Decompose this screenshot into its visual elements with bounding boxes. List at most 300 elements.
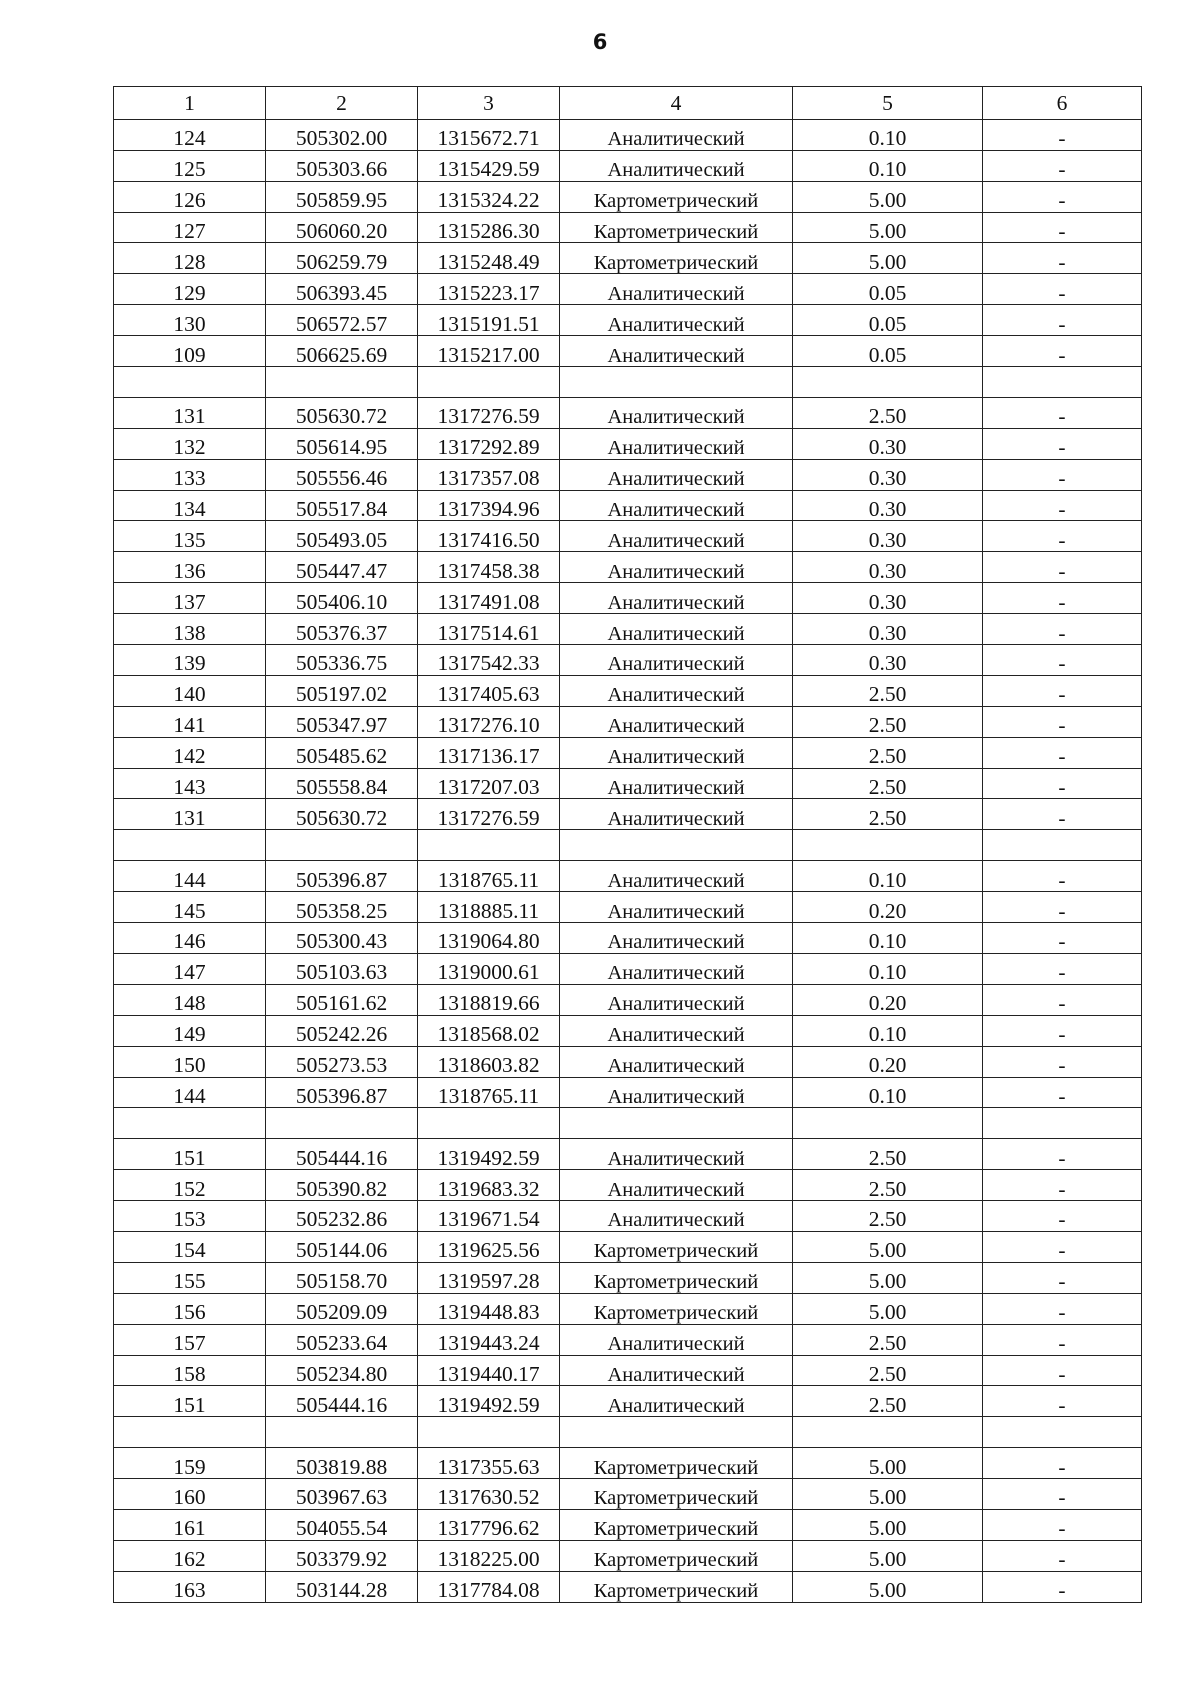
cell-method: Аналитический	[560, 923, 793, 954]
cell-method: Картометрический	[560, 1293, 793, 1324]
cell-note: -	[983, 614, 1142, 645]
cell-x-coordinate: 505859.95	[266, 181, 418, 212]
cell-note: -	[983, 1386, 1142, 1417]
cell-point-number: 126	[114, 181, 266, 212]
cell-x-coordinate: 505376.37	[266, 614, 418, 645]
cell-x-coordinate: 505161.62	[266, 984, 418, 1015]
cell-x-coordinate: 505558.84	[266, 768, 418, 799]
cell-y-coordinate: 1318225.00	[418, 1540, 560, 1571]
cell-y-coordinate: 1317416.50	[418, 521, 560, 552]
cell-note	[983, 830, 1142, 861]
cell-accuracy: 2.50	[793, 768, 983, 799]
cell-point-number: 152	[114, 1170, 266, 1201]
cell-note: -	[983, 336, 1142, 367]
cell-method: Аналитический	[560, 1015, 793, 1046]
cell-x-coordinate: 505273.53	[266, 1046, 418, 1077]
table-row	[114, 1479, 1142, 1510]
cell-x-coordinate: 505303.66	[266, 150, 418, 181]
cell-accuracy: 2.50	[793, 1386, 983, 1417]
cell-method: Аналитический	[560, 1170, 793, 1201]
cell-point-number: 131	[114, 397, 266, 428]
cell-method: Аналитический	[560, 305, 793, 336]
table-row	[114, 428, 1142, 459]
cell-accuracy: 0.10	[793, 119, 983, 150]
cell-x-coordinate: 505358.25	[266, 892, 418, 923]
cell-accuracy: 5.00	[793, 243, 983, 274]
cell-method: Аналитический	[560, 892, 793, 923]
cell-note: -	[983, 1324, 1142, 1355]
cell-accuracy	[793, 367, 983, 398]
cell-note: -	[983, 953, 1142, 984]
table-row	[114, 1139, 1142, 1170]
cell-accuracy: 2.50	[793, 397, 983, 428]
table-row	[114, 243, 1142, 274]
table-separator-row	[114, 1417, 1142, 1448]
cell-note: -	[983, 119, 1142, 150]
cell-method: Картометрический	[560, 243, 793, 274]
cell-y-coordinate: 1318885.11	[418, 892, 560, 923]
cell-y-coordinate	[418, 830, 560, 861]
cell-x-coordinate: 506572.57	[266, 305, 418, 336]
cell-note: -	[983, 1046, 1142, 1077]
cell-accuracy: 0.10	[793, 1077, 983, 1108]
cell-point-number: 131	[114, 799, 266, 830]
cell-x-coordinate: 505300.43	[266, 923, 418, 954]
table-row	[114, 614, 1142, 645]
cell-note: -	[983, 1540, 1142, 1571]
cell-accuracy: 2.50	[793, 1139, 983, 1170]
cell-point-number: 128	[114, 243, 266, 274]
table-row	[114, 490, 1142, 521]
cell-accuracy: 5.00	[793, 1479, 983, 1510]
cell-method: Аналитический	[560, 583, 793, 614]
cell-accuracy: 2.50	[793, 706, 983, 737]
cell-note: -	[983, 1077, 1142, 1108]
cell-accuracy: 5.00	[793, 1262, 983, 1293]
cell-accuracy	[793, 1108, 983, 1139]
cell-note	[983, 367, 1142, 398]
cell-x-coordinate: 505493.05	[266, 521, 418, 552]
table-row	[114, 1077, 1142, 1108]
table-row	[114, 645, 1142, 676]
cell-note: -	[983, 923, 1142, 954]
cell-note: -	[983, 706, 1142, 737]
cell-note: -	[983, 1571, 1142, 1602]
cell-accuracy: 5.00	[793, 212, 983, 243]
cell-y-coordinate: 1317542.33	[418, 645, 560, 676]
cell-note: -	[983, 1448, 1142, 1479]
cell-point-number: 147	[114, 953, 266, 984]
cell-note: -	[983, 1262, 1142, 1293]
cell-x-coordinate: 505517.84	[266, 490, 418, 521]
cell-method: Аналитический	[560, 1139, 793, 1170]
cell-accuracy: 2.50	[793, 1170, 983, 1201]
cell-x-coordinate: 505556.46	[266, 459, 418, 490]
cell-accuracy: 0.10	[793, 861, 983, 892]
cell-y-coordinate	[418, 1417, 560, 1448]
table-row	[114, 1509, 1142, 1540]
cell-method: Аналитический	[560, 675, 793, 706]
cell-point-number: 150	[114, 1046, 266, 1077]
cell-point-number	[114, 1108, 266, 1139]
table-row	[114, 984, 1142, 1015]
cell-accuracy: 0.20	[793, 892, 983, 923]
table-body	[114, 119, 1142, 1602]
cell-x-coordinate: 506259.79	[266, 243, 418, 274]
cell-accuracy: 5.00	[793, 1448, 983, 1479]
cell-x-coordinate: 505233.64	[266, 1324, 418, 1355]
column-header-2: 2	[266, 87, 418, 120]
cell-note: -	[983, 1231, 1142, 1262]
cell-accuracy: 0.30	[793, 490, 983, 521]
cell-note: -	[983, 490, 1142, 521]
cell-x-coordinate: 505614.95	[266, 428, 418, 459]
cell-y-coordinate: 1317292.89	[418, 428, 560, 459]
cell-accuracy: 5.00	[793, 181, 983, 212]
cell-x-coordinate: 505396.87	[266, 1077, 418, 1108]
cell-x-coordinate	[266, 830, 418, 861]
table-row	[114, 1355, 1142, 1386]
cell-point-number: 133	[114, 459, 266, 490]
cell-accuracy: 2.50	[793, 1201, 983, 1232]
cell-point-number: 142	[114, 737, 266, 768]
cell-y-coordinate: 1318603.82	[418, 1046, 560, 1077]
cell-method: Картометрический	[560, 212, 793, 243]
cell-point-number: 161	[114, 1509, 266, 1540]
cell-y-coordinate: 1315223.17	[418, 274, 560, 305]
cell-method: Аналитический	[560, 521, 793, 552]
table-row	[114, 1262, 1142, 1293]
column-header-3: 3	[418, 87, 560, 120]
cell-method: Аналитический	[560, 706, 793, 737]
cell-method	[560, 367, 793, 398]
cell-accuracy: 0.30	[793, 521, 983, 552]
cell-point-number: 144	[114, 861, 266, 892]
cell-x-coordinate: 505232.86	[266, 1201, 418, 1232]
cell-y-coordinate: 1317394.96	[418, 490, 560, 521]
cell-point-number	[114, 830, 266, 861]
cell-x-coordinate: 505347.97	[266, 706, 418, 737]
cell-method: Аналитический	[560, 1201, 793, 1232]
cell-y-coordinate: 1317491.08	[418, 583, 560, 614]
cell-y-coordinate: 1317357.08	[418, 459, 560, 490]
table-row	[114, 1231, 1142, 1262]
cell-y-coordinate: 1317136.17	[418, 737, 560, 768]
cell-y-coordinate: 1317207.03	[418, 768, 560, 799]
cell-x-coordinate: 505444.16	[266, 1139, 418, 1170]
cell-note: -	[983, 428, 1142, 459]
column-header-5: 5	[793, 87, 983, 120]
cell-y-coordinate: 1317276.59	[418, 397, 560, 428]
cell-x-coordinate: 506060.20	[266, 212, 418, 243]
cell-x-coordinate: 505302.00	[266, 119, 418, 150]
cell-note: -	[983, 521, 1142, 552]
cell-x-coordinate: 505447.47	[266, 552, 418, 583]
cell-point-number: 138	[114, 614, 266, 645]
cell-method: Аналитический	[560, 1386, 793, 1417]
cell-x-coordinate: 503144.28	[266, 1571, 418, 1602]
cell-note: -	[983, 1479, 1142, 1510]
cell-accuracy: 0.05	[793, 336, 983, 367]
table-row	[114, 1324, 1142, 1355]
cell-method: Аналитический	[560, 614, 793, 645]
cell-method	[560, 830, 793, 861]
table-row	[114, 1386, 1142, 1417]
table-row	[114, 459, 1142, 490]
cell-note: -	[983, 181, 1142, 212]
cell-x-coordinate: 503819.88	[266, 1448, 418, 1479]
cell-point-number: 156	[114, 1293, 266, 1324]
cell-method: Аналитический	[560, 336, 793, 367]
cell-accuracy: 0.30	[793, 428, 983, 459]
cell-note: -	[983, 1293, 1142, 1324]
cell-method: Картометрический	[560, 1231, 793, 1262]
cell-method: Аналитический	[560, 861, 793, 892]
cell-point-number: 129	[114, 274, 266, 305]
cell-note: -	[983, 984, 1142, 1015]
header-row	[114, 87, 1142, 120]
coordinates-table	[113, 86, 1142, 1603]
table-row	[114, 1201, 1142, 1232]
cell-x-coordinate: 505234.80	[266, 1355, 418, 1386]
table-header	[114, 87, 1142, 120]
cell-y-coordinate: 1317458.38	[418, 552, 560, 583]
cell-y-coordinate: 1317276.10	[418, 706, 560, 737]
cell-accuracy: 5.00	[793, 1571, 983, 1602]
cell-y-coordinate: 1319443.24	[418, 1324, 560, 1355]
cell-point-number: 130	[114, 305, 266, 336]
table-row	[114, 861, 1142, 892]
cell-x-coordinate: 506625.69	[266, 336, 418, 367]
cell-point-number: 157	[114, 1324, 266, 1355]
cell-accuracy	[793, 830, 983, 861]
cell-y-coordinate: 1319597.28	[418, 1262, 560, 1293]
cell-point-number: 136	[114, 552, 266, 583]
cell-method: Аналитический	[560, 1077, 793, 1108]
cell-note: -	[983, 768, 1142, 799]
cell-point-number: 158	[114, 1355, 266, 1386]
cell-accuracy: 2.50	[793, 737, 983, 768]
cell-point-number: 145	[114, 892, 266, 923]
cell-method: Аналитический	[560, 274, 793, 305]
cell-accuracy: 5.00	[793, 1231, 983, 1262]
table-row	[114, 397, 1142, 428]
cell-accuracy: 0.05	[793, 305, 983, 336]
cell-y-coordinate: 1317630.52	[418, 1479, 560, 1510]
cell-note: -	[983, 1015, 1142, 1046]
cell-point-number	[114, 1417, 266, 1448]
cell-point-number: 139	[114, 645, 266, 676]
cell-accuracy: 0.20	[793, 1046, 983, 1077]
cell-y-coordinate: 1318568.02	[418, 1015, 560, 1046]
cell-x-coordinate: 505209.09	[266, 1293, 418, 1324]
cell-x-coordinate: 505242.26	[266, 1015, 418, 1046]
cell-accuracy: 2.50	[793, 1355, 983, 1386]
cell-x-coordinate: 504055.54	[266, 1509, 418, 1540]
cell-point-number: 125	[114, 150, 266, 181]
cell-point-number: 149	[114, 1015, 266, 1046]
cell-point-number	[114, 367, 266, 398]
cell-method: Аналитический	[560, 953, 793, 984]
cell-point-number: 151	[114, 1139, 266, 1170]
cell-point-number: 124	[114, 119, 266, 150]
cell-method: Аналитический	[560, 490, 793, 521]
cell-method: Картометрический	[560, 1448, 793, 1479]
cell-y-coordinate: 1319683.32	[418, 1170, 560, 1201]
cell-x-coordinate: 505630.72	[266, 397, 418, 428]
cell-accuracy: 0.30	[793, 583, 983, 614]
cell-y-coordinate: 1315191.51	[418, 305, 560, 336]
cell-point-number: 148	[114, 984, 266, 1015]
table-row	[114, 1015, 1142, 1046]
cell-accuracy: 5.00	[793, 1293, 983, 1324]
cell-x-coordinate: 505158.70	[266, 1262, 418, 1293]
cell-method: Аналитический	[560, 645, 793, 676]
column-header-1: 1	[114, 87, 266, 120]
page-number: 6	[592, 30, 608, 54]
cell-y-coordinate: 1318819.66	[418, 984, 560, 1015]
cell-note: -	[983, 459, 1142, 490]
cell-method	[560, 1108, 793, 1139]
cell-note: -	[983, 645, 1142, 676]
cell-point-number: 132	[114, 428, 266, 459]
cell-y-coordinate: 1319492.59	[418, 1139, 560, 1170]
cell-point-number: 127	[114, 212, 266, 243]
cell-accuracy: 0.10	[793, 1015, 983, 1046]
table-separator-row	[114, 830, 1142, 861]
table-separator-row	[114, 367, 1142, 398]
cell-y-coordinate: 1315324.22	[418, 181, 560, 212]
cell-note: -	[983, 1170, 1142, 1201]
cell-x-coordinate: 505630.72	[266, 799, 418, 830]
cell-accuracy: 0.30	[793, 645, 983, 676]
cell-method: Картометрический	[560, 1571, 793, 1602]
cell-y-coordinate: 1315248.49	[418, 243, 560, 274]
cell-note: -	[983, 861, 1142, 892]
cell-y-coordinate: 1318765.11	[418, 861, 560, 892]
cell-x-coordinate: 505197.02	[266, 675, 418, 706]
cell-accuracy: 0.10	[793, 150, 983, 181]
cell-accuracy: 0.30	[793, 459, 983, 490]
cell-point-number: 144	[114, 1077, 266, 1108]
cell-note: -	[983, 799, 1142, 830]
cell-note: -	[983, 1201, 1142, 1232]
cell-accuracy: 0.20	[793, 984, 983, 1015]
cell-point-number: 151	[114, 1386, 266, 1417]
table-row	[114, 181, 1142, 212]
cell-x-coordinate	[266, 1417, 418, 1448]
cell-accuracy: 0.10	[793, 923, 983, 954]
table-row	[114, 336, 1142, 367]
table-row	[114, 1448, 1142, 1479]
cell-note: -	[983, 274, 1142, 305]
cell-y-coordinate: 1317355.63	[418, 1448, 560, 1479]
cell-accuracy: 2.50	[793, 675, 983, 706]
table-row	[114, 552, 1142, 583]
table-row	[114, 1540, 1142, 1571]
cell-y-coordinate: 1315286.30	[418, 212, 560, 243]
cell-y-coordinate: 1319671.54	[418, 1201, 560, 1232]
table-row	[114, 1571, 1142, 1602]
cell-point-number: 155	[114, 1262, 266, 1293]
cell-x-coordinate: 505406.10	[266, 583, 418, 614]
cell-method: Картометрический	[560, 1479, 793, 1510]
cell-y-coordinate: 1317784.08	[418, 1571, 560, 1602]
cell-note: -	[983, 243, 1142, 274]
cell-x-coordinate: 503967.63	[266, 1479, 418, 1510]
cell-x-coordinate: 505396.87	[266, 861, 418, 892]
cell-method: Аналитический	[560, 150, 793, 181]
cell-method: Аналитический	[560, 397, 793, 428]
table-row	[114, 521, 1142, 552]
cell-y-coordinate: 1319492.59	[418, 1386, 560, 1417]
table-row	[114, 1046, 1142, 1077]
cell-y-coordinate: 1317514.61	[418, 614, 560, 645]
cell-y-coordinate: 1317405.63	[418, 675, 560, 706]
cell-method: Аналитический	[560, 768, 793, 799]
cell-point-number: 141	[114, 706, 266, 737]
cell-accuracy	[793, 1417, 983, 1448]
table-row	[114, 150, 1142, 181]
cell-y-coordinate	[418, 1108, 560, 1139]
cell-accuracy: 2.50	[793, 799, 983, 830]
cell-method: Аналитический	[560, 1355, 793, 1386]
cell-method: Аналитический	[560, 737, 793, 768]
cell-method: Аналитический	[560, 1324, 793, 1355]
cell-note: -	[983, 675, 1142, 706]
cell-accuracy: 5.00	[793, 1509, 983, 1540]
cell-note: -	[983, 1355, 1142, 1386]
table-row	[114, 1293, 1142, 1324]
cell-point-number: 153	[114, 1201, 266, 1232]
cell-x-coordinate: 505103.63	[266, 953, 418, 984]
cell-accuracy: 0.30	[793, 614, 983, 645]
cell-method: Картометрический	[560, 181, 793, 212]
table-separator-row	[114, 1108, 1142, 1139]
cell-x-coordinate: 505390.82	[266, 1170, 418, 1201]
table-row	[114, 737, 1142, 768]
cell-x-coordinate: 505485.62	[266, 737, 418, 768]
cell-note: -	[983, 892, 1142, 923]
table-row	[114, 768, 1142, 799]
cell-accuracy: 0.10	[793, 953, 983, 984]
column-header-4: 4	[560, 87, 793, 120]
cell-y-coordinate: 1319064.80	[418, 923, 560, 954]
cell-y-coordinate: 1315429.59	[418, 150, 560, 181]
cell-y-coordinate: 1315217.00	[418, 336, 560, 367]
cell-accuracy: 0.30	[793, 552, 983, 583]
cell-point-number: 109	[114, 336, 266, 367]
cell-x-coordinate: 503379.92	[266, 1540, 418, 1571]
table-row	[114, 305, 1142, 336]
cell-x-coordinate: 505444.16	[266, 1386, 418, 1417]
cell-accuracy: 5.00	[793, 1540, 983, 1571]
cell-point-number: 163	[114, 1571, 266, 1602]
table-row	[114, 923, 1142, 954]
cell-method: Аналитический	[560, 799, 793, 830]
cell-note: -	[983, 212, 1142, 243]
cell-point-number: 160	[114, 1479, 266, 1510]
cell-method: Картометрический	[560, 1262, 793, 1293]
cell-note: -	[983, 1509, 1142, 1540]
table-row	[114, 1170, 1142, 1201]
cell-point-number: 137	[114, 583, 266, 614]
cell-x-coordinate	[266, 1108, 418, 1139]
table-row	[114, 953, 1142, 984]
cell-y-coordinate: 1319000.61	[418, 953, 560, 984]
cell-x-coordinate: 505144.06	[266, 1231, 418, 1262]
cell-y-coordinate: 1315672.71	[418, 119, 560, 150]
